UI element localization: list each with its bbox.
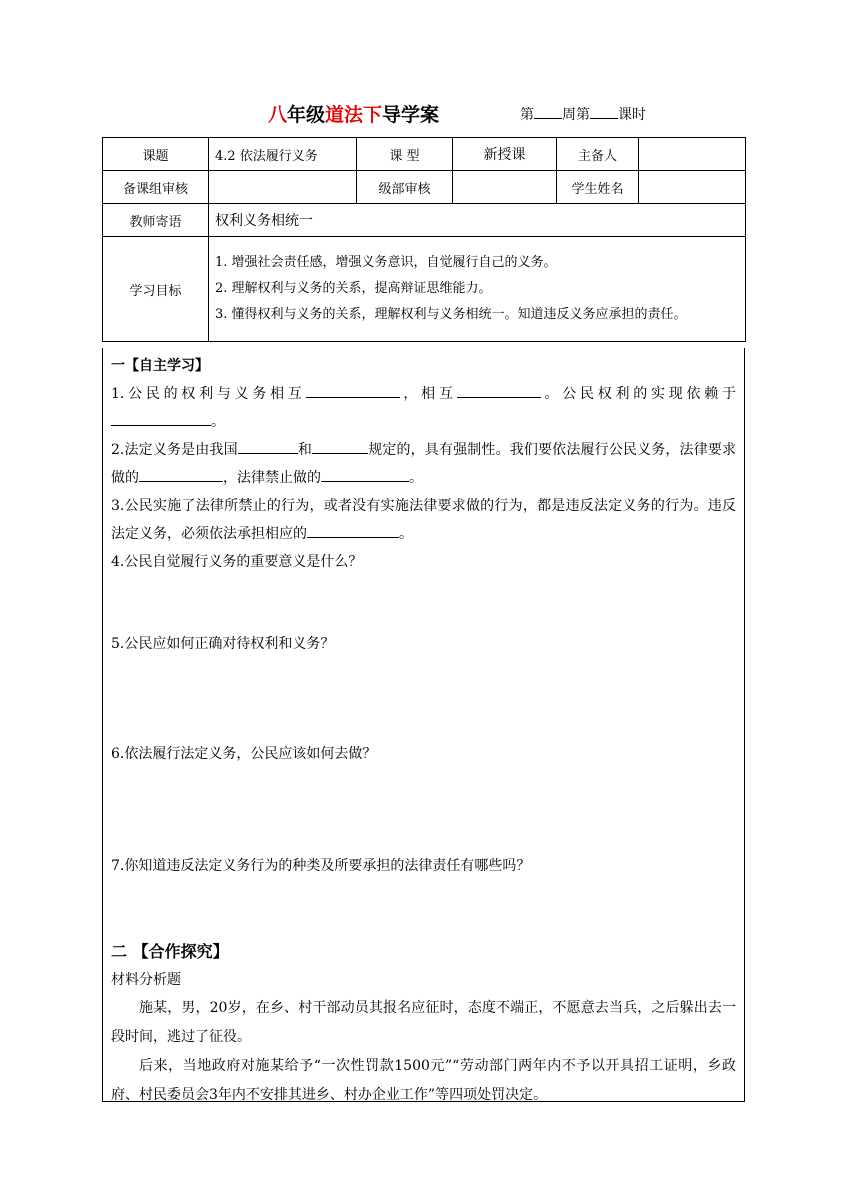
student-name-field[interactable]: [639, 171, 746, 204]
week-blank[interactable]: [534, 104, 562, 119]
preparer-label: 主备人: [557, 138, 639, 171]
table-row: [103, 204, 746, 237]
q3-blank-1[interactable]: [307, 523, 399, 538]
q3-text-a: 3.公民实施了法律所禁止的行为，或者没有实施法律要求做的行为，都是违反法定义务的行为。违反法定义务，必须依法承担相应的: [111, 498, 736, 542]
group-review-label: 备课组审核: [103, 171, 209, 204]
q2-text-d: ，法律禁止做的: [223, 470, 321, 486]
title-suffix: 导学案: [382, 104, 440, 126]
q2-blank-4[interactable]: [321, 467, 409, 482]
info-table: [102, 137, 746, 342]
question-4: 4.公民自觉履行义务的重要意义是什么？: [111, 554, 363, 570]
material-paragraph-2: 后来，当地政府对施某给予“一次性罚款1500元”“劳动部门两年内不予以开具招工证明，乡政府、村民委员会3年内不安排其进乡、村办企业工作”等四项处罚决定。: [111, 1058, 736, 1103]
question-1: [111, 380, 736, 436]
question-2: [111, 436, 736, 492]
section1-heading: 一【自主学习】: [111, 358, 209, 374]
table-row: [103, 171, 746, 204]
group-review-field[interactable]: [209, 171, 357, 204]
student-name-label: 学生姓名: [557, 171, 639, 204]
q1-text-d: 。: [211, 414, 225, 430]
q1-blank-2[interactable]: [457, 383, 541, 398]
dept-review-label: 级部审核: [357, 171, 453, 204]
teacher-message-value: 权利义务相统一: [209, 204, 746, 237]
teacher-message-label: 教师寄语: [103, 204, 209, 237]
section2-heading: 二 【合作探究】: [111, 942, 229, 961]
period-week-label: 第: [520, 107, 534, 123]
title-subject: 道法下: [325, 104, 383, 126]
dept-review-field[interactable]: [453, 171, 557, 204]
period-suffix: 课时: [618, 107, 646, 123]
q2-text-e: 。: [409, 470, 423, 486]
question-5: 5.公民应如何正确对待权利和义务？: [111, 636, 335, 652]
table-row: [103, 138, 746, 171]
learning-goals-label: 学习目标: [103, 237, 209, 342]
lesson-type-label: 课 型: [357, 138, 453, 171]
q2-text-a: 2.法定义务是由我国: [111, 442, 238, 458]
goal-item: 1. 增强社会责任感，增强义务意识，自觉履行自己的义务。: [215, 255, 557, 270]
table-row: [103, 237, 746, 342]
q2-text-c: 规定的，具有强制性。我们要依法履行公民义务，法律要求做的: [111, 442, 737, 486]
question-6: 6.依法履行法定义务，公民应该如何去做？: [111, 746, 377, 762]
q2-blank-2[interactable]: [312, 439, 368, 454]
q2-blank-3[interactable]: [139, 467, 223, 482]
q2-text-b: 和: [297, 442, 313, 458]
q1-text-c: 。公民权利的实现依赖于: [540, 386, 737, 402]
q1-text-a: 1.公民的权利与义务相互: [111, 386, 306, 402]
lesson-type-value: 新授课: [453, 138, 557, 171]
topic-label: 课题: [103, 138, 209, 171]
question-7: 7.你知道违反法定义务行为的种类及所要承担的法律责任有哪些吗？: [111, 858, 531, 874]
q1-blank-1[interactable]: [306, 383, 400, 398]
lesson-blank[interactable]: [590, 104, 618, 119]
section2-subheading: 材料分析题: [111, 972, 181, 988]
learning-goals: [209, 237, 746, 342]
period-lesson-label: 周第: [562, 107, 590, 123]
goal-item: 2. 理解权利与义务的关系，提高辩证思维能力。: [215, 281, 492, 296]
topic-value: 4.2 依法履行义务: [209, 138, 357, 171]
title-grade: 年级: [287, 104, 326, 126]
q2-blank-1[interactable]: [238, 439, 298, 454]
q1-blank-3[interactable]: [111, 411, 211, 426]
preparer-field[interactable]: [639, 138, 746, 171]
goal-item: 3. 懂得权利与义务的关系，理解权利与义务相统一。知道违反义务应承担的责任。: [215, 307, 687, 322]
q3-text-b: 。: [399, 526, 413, 542]
q1-text-b: ，相互: [399, 386, 457, 402]
page-title: [268, 100, 439, 127]
question-3: [111, 492, 736, 548]
worksheet-body: [102, 348, 745, 1102]
period-info: [520, 104, 646, 124]
title-grade-number: 八: [268, 104, 288, 126]
material-paragraph-1: 施某，男，20岁，在乡、村干部动员其报名应征时，态度不端正，不愿意去当兵，之后躲出去一段时间，逃过了征役。: [111, 1000, 736, 1045]
